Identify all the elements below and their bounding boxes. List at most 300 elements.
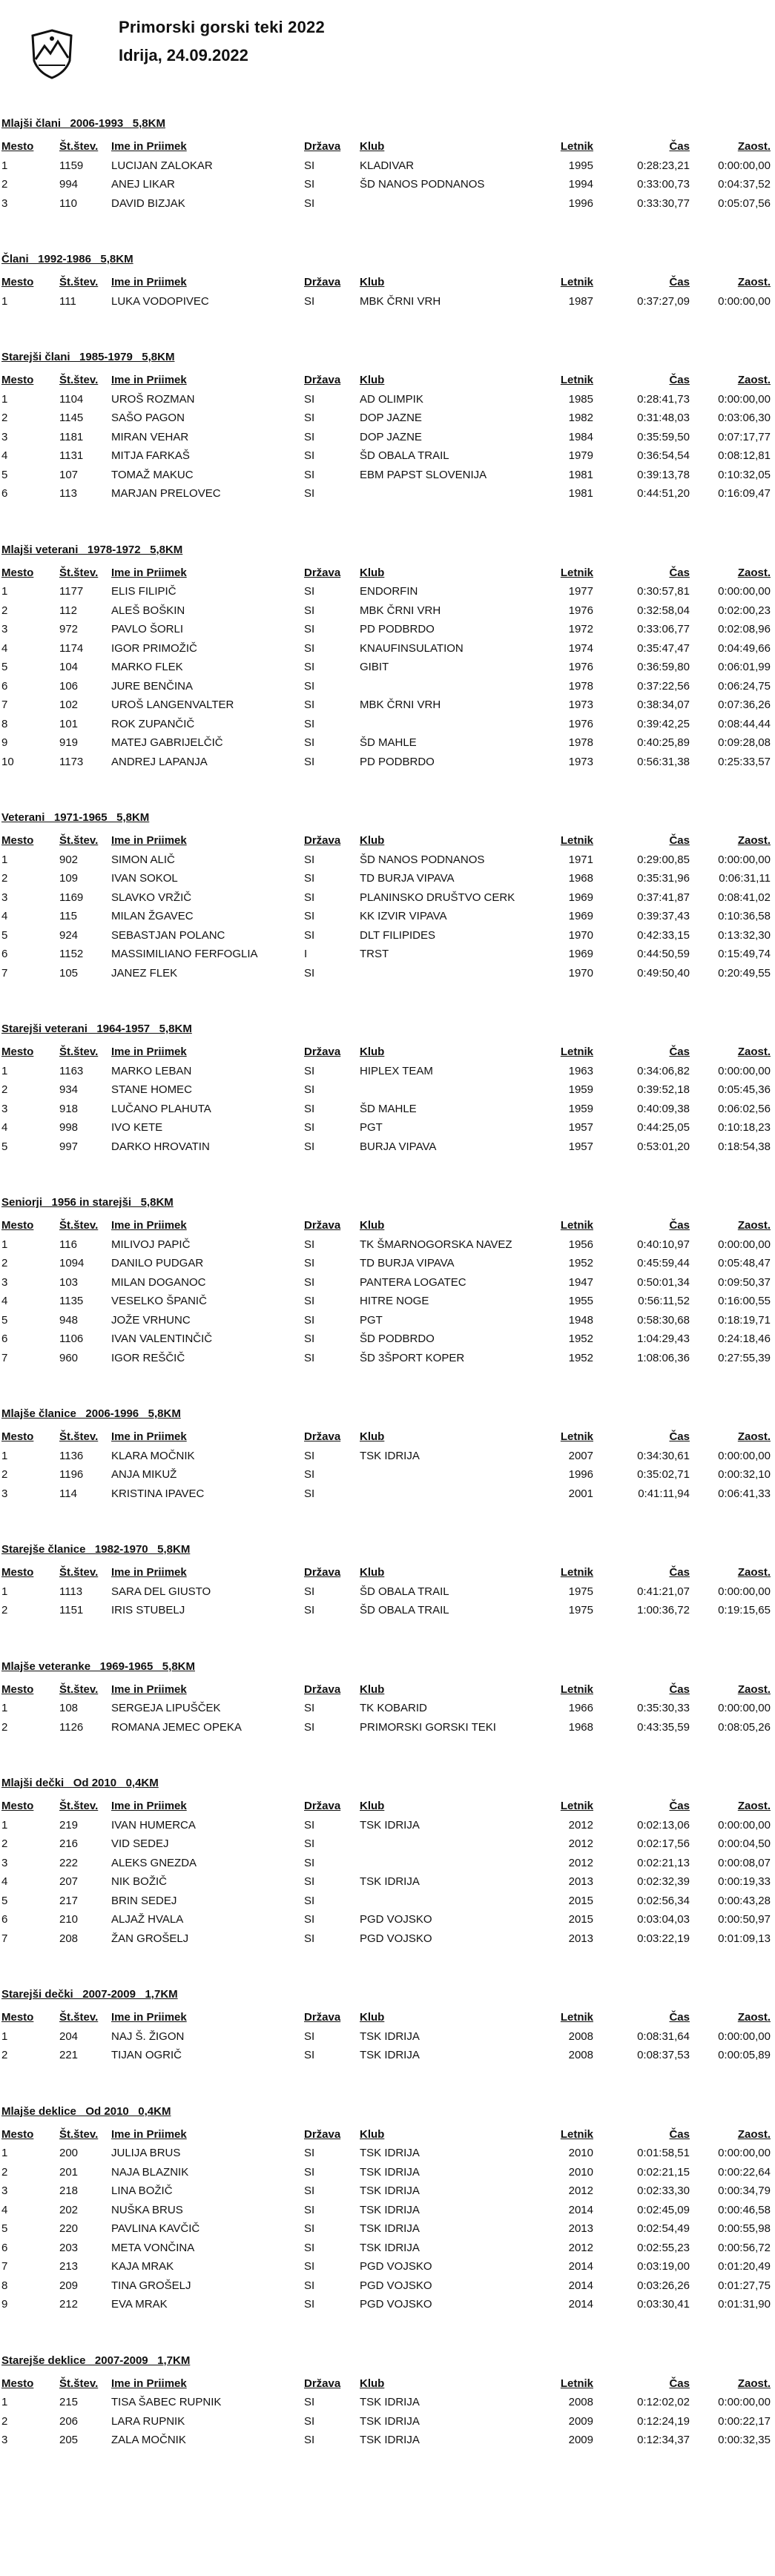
table-row <box>0 2163 775 2182</box>
cell-zaost: 0:03:06,30 <box>718 412 771 424</box>
cell-drzava: SI <box>304 1238 315 1251</box>
cell-ime: UROŠ ROZMAN <box>111 392 195 406</box>
cell-mesto: 4 <box>1 449 8 462</box>
column-header-mesto: Mesto <box>1 2127 34 2141</box>
cell-klub: PGD VOJSKO <box>360 2260 432 2273</box>
column-header-klub: Klub <box>360 1682 385 1696</box>
cell-letnik: 1981 <box>568 487 593 500</box>
section-title: Mlajši dečki Od 2010 0,4KM <box>1 1777 159 1789</box>
cell-mesto: 9 <box>1 736 8 749</box>
column-header-letnik: Letnik <box>560 276 593 288</box>
table-row <box>0 1892 775 1911</box>
column-header-letnik: Letnik <box>560 1682 593 1696</box>
cell-klub: PGD VOJSKO <box>360 1932 432 1945</box>
cell-drzava: SI <box>304 1351 315 1364</box>
cell-stev: 203 <box>59 2241 79 2254</box>
cell-drzava: SI <box>304 1313 315 1327</box>
column-header-drzava: Država <box>304 566 341 579</box>
table-row <box>0 2257 775 2276</box>
cell-drzava: SI <box>304 1720 315 1734</box>
column-header-stev: Št.štev. <box>59 566 99 579</box>
cell-klub: TRST <box>360 948 389 960</box>
cell-klub: MBK ČRNI VRH <box>360 699 441 711</box>
cell-stev: 207 <box>59 1875 79 1888</box>
cell-letnik: 2009 <box>568 2434 593 2446</box>
cell-mesto: 7 <box>1 966 8 980</box>
column-header-cas: Čas <box>669 1430 690 1443</box>
cell-ime: SLAVKO VRŽIČ <box>111 891 192 904</box>
cell-klub: TSK IDRIJA <box>360 2049 420 2061</box>
column-header-klub: Klub <box>360 1800 385 1812</box>
cell-letnik: 2014 <box>568 2203 593 2216</box>
cell-letnik: 1956 <box>568 1238 593 1251</box>
cell-cas: 0:02:21,15 <box>637 2165 690 2179</box>
cell-mesto: 1 <box>1 2147 8 2159</box>
cell-drzava: SI <box>304 2279 315 2292</box>
cell-klub: HIPLEX TEAM <box>360 1064 433 1077</box>
cell-drzava: SI <box>304 2165 315 2179</box>
cell-drzava: SI <box>304 1913 315 1926</box>
column-header-zaost: Zaost. <box>737 1682 771 1696</box>
table-row <box>0 2412 775 2431</box>
cell-mesto: 5 <box>1 1140 8 1153</box>
cell-stev: 111 <box>59 294 76 308</box>
cell-ime: JOŽE VRHUNC <box>111 1313 191 1327</box>
column-header-cas: Čas <box>669 276 690 288</box>
column-header-mesto: Mesto <box>1 1430 34 1443</box>
cell-ime: JULIJA BRUS <box>111 2147 181 2159</box>
column-header-ime: Ime in Priimek <box>111 1430 187 1443</box>
column-header-klub: Klub <box>360 1566 385 1579</box>
cell-letnik: 2015 <box>568 1913 593 1926</box>
cell-stev: 217 <box>59 1894 79 1907</box>
cell-ime: TOMAŽ MAKUC <box>111 468 194 481</box>
column-header-stev: Št.štev. <box>59 374 99 386</box>
column-header-letnik: Letnik <box>560 2011 593 2024</box>
section-title: Veterani 1971-1965 5,8KM <box>1 811 150 824</box>
cell-ime: LUCIJAN ZALOKAR <box>111 159 213 172</box>
cell-stev: 212 <box>59 2298 79 2311</box>
cell-zaost: 0:08:12,81 <box>718 449 771 462</box>
cell-letnik: 1959 <box>568 1083 593 1096</box>
table-row <box>0 1929 775 1949</box>
cell-stev: 1174 <box>59 641 84 655</box>
cell-cas: 0:40:10,97 <box>637 1238 690 1251</box>
section-title: Starejši veterani 1964-1957 5,8KM <box>1 1023 192 1035</box>
cell-letnik: 1969 <box>568 891 593 904</box>
cell-stev: 994 <box>59 178 79 191</box>
column-header-klub: Klub <box>360 276 385 288</box>
cell-drzava: SI <box>304 755 315 768</box>
cell-stev: 934 <box>59 1083 79 1096</box>
cell-cas: 0:39:42,25 <box>637 717 690 730</box>
column-header-ime: Ime in Priimek <box>111 1800 187 1812</box>
cell-zaost: 0:08:41,02 <box>718 891 771 904</box>
column-header-zaost: Zaost. <box>737 1566 771 1579</box>
table-row <box>0 1872 775 1892</box>
column-header-klub: Klub <box>360 566 385 579</box>
cell-letnik: 2010 <box>568 2165 593 2179</box>
cell-zaost: 0:09:50,37 <box>718 1275 771 1289</box>
cell-cas: 0:35:02,71 <box>637 1468 690 1481</box>
cell-zaost: 0:00:00,00 <box>718 1818 771 1832</box>
cell-zaost: 0:00:46,58 <box>718 2203 771 2216</box>
cell-klub: TSK IDRIJA <box>360 2184 420 2197</box>
cell-zaost: 0:15:49,74 <box>718 948 771 960</box>
cell-klub: TSK IDRIJA <box>360 2030 420 2043</box>
cell-stev: 115 <box>59 910 77 922</box>
column-header-letnik: Letnik <box>560 140 593 153</box>
cell-cas: 0:31:48,03 <box>637 412 690 424</box>
cell-klub: PD PODBRDO <box>360 755 435 768</box>
cell-ime: JANEZ FLEK <box>111 966 178 980</box>
cell-zaost: 0:20:49,55 <box>718 966 771 980</box>
column-header-zaost: Zaost. <box>737 2127 771 2141</box>
cell-klub: MBK ČRNI VRH <box>360 294 441 308</box>
cell-ime: EVA MRAK <box>111 2298 168 2311</box>
cell-klub: TSK IDRIJA <box>360 2434 420 2446</box>
cell-stev: 1169 <box>59 891 84 904</box>
cell-ime: KAJA MRAK <box>111 2260 174 2273</box>
cell-stev: 222 <box>59 1856 79 1869</box>
cell-cas: 0:39:37,43 <box>637 910 690 922</box>
cell-stev: 220 <box>59 2222 79 2235</box>
column-header-zaost: Zaost. <box>737 834 771 847</box>
cell-drzava: SI <box>304 604 315 617</box>
column-header-cas: Čas <box>669 140 690 153</box>
cell-stev: 997 <box>59 1140 79 1153</box>
cell-ime: LUČANO PLAHUTA <box>111 1102 211 1115</box>
cell-stev: 208 <box>59 1932 79 1945</box>
cell-cas: 0:35:30,33 <box>637 1702 690 1714</box>
cell-klub: TSK IDRIJA <box>360 2165 420 2179</box>
cell-cas: 0:12:24,19 <box>637 2414 690 2428</box>
cell-ime: NAJA BLAZNIK <box>111 2165 189 2179</box>
cell-ime: MIRAN VEHAR <box>111 430 189 443</box>
cell-stev: 202 <box>59 2203 79 2216</box>
cell-zaost: 0:08:44,44 <box>718 717 771 730</box>
cell-stev: 219 <box>59 1818 79 1832</box>
cell-ime: SEBASTJAN POLANC <box>111 928 225 942</box>
cell-cas: 0:45:59,44 <box>637 1257 690 1269</box>
cell-cas: 0:08:31,64 <box>637 2030 690 2043</box>
column-header-mesto: Mesto <box>1 1046 34 1058</box>
column-header-zaost: Zaost. <box>737 276 771 288</box>
table-header-row <box>0 1797 775 1816</box>
cell-letnik: 1959 <box>568 1102 593 1115</box>
results-section <box>0 811 775 982</box>
table-row <box>0 601 775 621</box>
cell-cas: 0:12:34,37 <box>637 2434 690 2446</box>
table-row <box>0 620 775 639</box>
cell-drzava: SI <box>304 679 315 693</box>
cell-ime: ALEKS GNEZDA <box>111 1856 197 1869</box>
cell-cas: 0:30:57,81 <box>637 585 690 598</box>
column-header-klub: Klub <box>360 374 385 386</box>
column-header-ime: Ime in Priimek <box>111 2377 187 2390</box>
cell-drzava: SI <box>304 1064 315 1077</box>
cell-stev: 918 <box>59 1102 79 1115</box>
cell-zaost: 0:01:09,13 <box>718 1932 771 1945</box>
column-header-klub: Klub <box>360 2377 385 2390</box>
cell-mesto: 4 <box>1 641 8 655</box>
table-row <box>0 1854 775 1873</box>
cell-klub <box>360 1484 538 1504</box>
cell-klub: ŠD PODBRDO <box>360 1332 435 1345</box>
cell-zaost: 0:16:09,47 <box>718 487 771 500</box>
cell-cas: 0:36:54,54 <box>637 449 690 462</box>
cell-mesto: 3 <box>1 891 8 904</box>
cell-letnik: 1996 <box>568 1468 593 1481</box>
cell-stev: 114 <box>59 1487 77 1500</box>
cell-cas: 0:01:58,51 <box>637 2147 690 2159</box>
cell-klub <box>360 484 538 503</box>
cell-stev: 1159 <box>59 159 84 172</box>
column-header-mesto: Mesto <box>1 1800 34 1812</box>
cell-letnik: 1975 <box>568 1585 593 1598</box>
table-row <box>0 677 775 696</box>
cell-letnik: 2007 <box>568 1449 593 1462</box>
cell-ime: STANE HOMEC <box>111 1083 192 1096</box>
cell-stev: 1126 <box>59 1720 84 1734</box>
cell-mesto: 8 <box>1 717 8 730</box>
cell-ime: MARJAN PRELOVEC <box>111 487 221 500</box>
cell-klub: DLT FILIPIDES <box>360 928 435 942</box>
cell-ime: KLARA MOČNIK <box>111 1449 195 1462</box>
table-row <box>0 1816 775 1835</box>
cell-drzava: SI <box>304 1468 315 1481</box>
cell-cas: 0:08:37,53 <box>637 2049 690 2061</box>
cell-ime: IRIS STUBELJ <box>111 1604 185 1616</box>
cell-mesto: 3 <box>1 623 8 635</box>
cell-stev: 103 <box>59 1275 79 1289</box>
cell-cas: 0:28:41,73 <box>637 392 690 406</box>
cell-stev: 1181 <box>59 430 84 443</box>
cell-zaost: 0:00:00,00 <box>718 1238 771 1251</box>
event-logo-icon <box>30 28 74 80</box>
column-header-klub: Klub <box>360 1430 385 1443</box>
cell-klub: TSK IDRIJA <box>360 2203 420 2216</box>
cell-drzava: SI <box>304 1140 315 1153</box>
cell-klub: ŠD 3ŠPORT KOPER <box>360 1351 465 1364</box>
column-header-ime: Ime in Priimek <box>111 374 187 386</box>
section-title: Starejše deklice 2007-2009 1,7KM <box>1 2354 191 2367</box>
cell-letnik: 1966 <box>568 1702 593 1714</box>
cell-drzava: SI <box>304 196 315 210</box>
cell-drzava: I <box>304 948 308 960</box>
table-row <box>0 2295 775 2314</box>
cell-mesto: 6 <box>1 487 8 500</box>
table-row <box>0 926 775 945</box>
cell-mesto: 3 <box>1 2184 8 2197</box>
cell-cas: 0:32:58,04 <box>637 604 690 617</box>
cell-mesto: 6 <box>1 1913 8 1926</box>
cell-letnik: 2012 <box>568 1818 593 1832</box>
table-row <box>0 1062 775 1081</box>
cell-mesto: 3 <box>1 430 8 443</box>
results-section <box>0 1196 775 1367</box>
cell-letnik: 1981 <box>568 468 593 481</box>
results-section <box>0 1777 775 1948</box>
cell-drzava: SI <box>304 910 315 922</box>
column-header-stev: Št.štev. <box>59 1219 99 1232</box>
cell-mesto: 1 <box>1 1238 8 1251</box>
table-row <box>0 753 775 772</box>
cell-mesto: 2 <box>1 2049 8 2061</box>
cell-letnik: 2009 <box>568 2414 593 2428</box>
results-table <box>0 831 775 982</box>
cell-stev: 1094 <box>59 1257 85 1269</box>
column-header-cas: Čas <box>669 2127 690 2141</box>
results-table <box>0 1680 775 1737</box>
table-row <box>0 869 775 888</box>
table-row <box>0 390 775 409</box>
table-row <box>0 888 775 908</box>
cell-zaost: 0:19:15,65 <box>718 1604 771 1616</box>
cell-letnik: 1970 <box>568 928 593 942</box>
cell-zaost: 0:10:32,05 <box>718 468 771 481</box>
column-header-ime: Ime in Priimek <box>111 2011 187 2024</box>
results-table <box>0 1797 775 1948</box>
cell-cas: 0:12:02,02 <box>637 2396 690 2408</box>
column-header-drzava: Država <box>304 140 341 153</box>
section-title: Mlajše deklice Od 2010 0,4KM <box>1 2104 171 2118</box>
cell-ime: MITJA FARKAŠ <box>111 449 190 462</box>
cell-stev: 200 <box>59 2147 79 2159</box>
cell-letnik: 2014 <box>568 2298 593 2311</box>
cell-mesto: 1 <box>1 1585 8 1598</box>
cell-mesto: 6 <box>1 1332 8 1345</box>
cell-zaost: 0:07:36,26 <box>718 699 771 711</box>
column-header-drzava: Država <box>304 374 341 386</box>
cell-stev: 1151 <box>59 1604 84 1616</box>
cell-mesto: 3 <box>1 1487 8 1500</box>
cell-drzava: SI <box>304 1295 315 1307</box>
cell-letnik: 1987 <box>568 294 593 308</box>
column-header-cas: Čas <box>669 1046 690 1058</box>
cell-zaost: 0:00:00,00 <box>718 159 771 172</box>
results-table <box>0 1043 775 1156</box>
cell-cas: 0:29:00,85 <box>637 853 690 866</box>
table-row <box>0 156 775 176</box>
cell-cas: 0:49:50,40 <box>637 966 690 980</box>
results-table <box>0 371 775 503</box>
cell-letnik: 2013 <box>568 1875 593 1888</box>
column-header-zaost: Zaost. <box>737 1430 771 1443</box>
cell-stev: 1173 <box>59 755 84 768</box>
cell-ime: ZALA MOČNIK <box>111 2434 186 2446</box>
table-row <box>0 1582 775 1602</box>
cell-mesto: 4 <box>1 1295 8 1307</box>
cell-letnik: 2012 <box>568 1856 593 1869</box>
cell-stev: 218 <box>59 2184 79 2197</box>
cell-stev: 1145 <box>59 412 84 424</box>
cell-cas: 0:36:59,80 <box>637 661 690 673</box>
results-table <box>0 1563 775 1620</box>
cell-mesto: 2 <box>1 1083 8 1096</box>
cell-klub: PGD VOJSKO <box>360 2298 432 2311</box>
column-header-klub: Klub <box>360 1046 385 1058</box>
column-header-stev: Št.štev. <box>59 834 99 847</box>
cell-drzava: SI <box>304 1332 315 1345</box>
cell-stev: 948 <box>59 1313 79 1327</box>
cell-cas: 0:35:31,96 <box>637 872 690 885</box>
section-title: Starejši dečki 2007-2009 1,7KM <box>1 1988 178 2001</box>
cell-klub: ENDORFIN <box>360 585 418 598</box>
cell-cas: 0:03:19,00 <box>637 2260 690 2273</box>
cell-cas: 0:42:33,15 <box>637 928 690 942</box>
column-header-stev: Št.štev. <box>59 2011 99 2024</box>
column-header-mesto: Mesto <box>1 834 34 847</box>
cell-klub: PGD VOJSKO <box>360 2279 432 2292</box>
cell-stev: 209 <box>59 2279 79 2292</box>
cell-cas: 0:02:56,34 <box>637 1894 690 1907</box>
results-section <box>0 2105 775 2314</box>
cell-ime: LINA BOŽIČ <box>111 2184 173 2197</box>
cell-mesto: 6 <box>1 679 8 693</box>
cell-drzava: SI <box>304 1604 315 1616</box>
cell-stev: 960 <box>59 1351 79 1364</box>
cell-ime: IVAN VALENTINČIČ <box>111 1332 213 1345</box>
cell-letnik: 1974 <box>568 641 593 655</box>
section-title: Seniorji 1956 in starejši 5,8KM <box>1 1196 174 1209</box>
cell-zaost: 0:01:20,49 <box>718 2260 771 2273</box>
column-header-mesto: Mesto <box>1 566 34 579</box>
results-section <box>0 1023 775 1156</box>
cell-mesto: 7 <box>1 1932 8 1945</box>
column-header-cas: Čas <box>669 2377 690 2390</box>
cell-cas: 0:40:25,89 <box>637 736 690 749</box>
cell-drzava: SI <box>304 1083 315 1096</box>
cell-ime: DAVID BIZJAK <box>111 196 185 210</box>
table-row <box>0 1484 775 1504</box>
column-header-letnik: Letnik <box>560 2377 593 2390</box>
table-row <box>0 1235 775 1255</box>
cell-zaost: 0:00:34,79 <box>718 2184 771 2197</box>
column-header-ime: Ime in Priimek <box>111 140 187 153</box>
column-header-drzava: Država <box>304 1566 341 1579</box>
cell-drzava: SI <box>304 487 315 500</box>
cell-cas: 0:33:00,73 <box>637 178 690 191</box>
cell-stev: 213 <box>59 2260 79 2273</box>
cell-ime: PAVLO ŠORLI <box>111 623 183 635</box>
cell-klub <box>360 1465 538 1484</box>
cell-stev: 201 <box>59 2165 79 2179</box>
cell-stev: 998 <box>59 1121 79 1134</box>
results-section <box>0 544 775 772</box>
cell-ime: VESELKO ŠPANIČ <box>111 1295 207 1307</box>
table-row <box>0 2276 775 2296</box>
cell-zaost: 0:10:36,58 <box>718 910 771 922</box>
cell-cas: 0:39:13,78 <box>637 468 690 481</box>
cell-klub: TSK IDRIJA <box>360 1449 420 1462</box>
cell-klub: ŠD MAHLE <box>360 1102 417 1115</box>
cell-stev: 116 <box>59 1238 77 1251</box>
table-row <box>0 1601 775 1620</box>
cell-stev: 919 <box>59 736 79 749</box>
column-header-letnik: Letnik <box>560 834 593 847</box>
cell-drzava: SI <box>304 2222 315 2235</box>
cell-klub <box>360 1892 538 1911</box>
table-row <box>0 2027 775 2047</box>
cell-klub: EBM PAPST SLOVENIJA <box>360 468 487 481</box>
cell-ime: BRIN SEDEJ <box>111 1894 177 1907</box>
cell-letnik: 1969 <box>568 948 593 960</box>
cell-cas: 0:03:22,19 <box>637 1932 690 1945</box>
cell-mesto: 6 <box>1 948 8 960</box>
cell-stev: 204 <box>59 2030 79 2043</box>
cell-klub: TK KOBARID <box>360 1702 427 1714</box>
